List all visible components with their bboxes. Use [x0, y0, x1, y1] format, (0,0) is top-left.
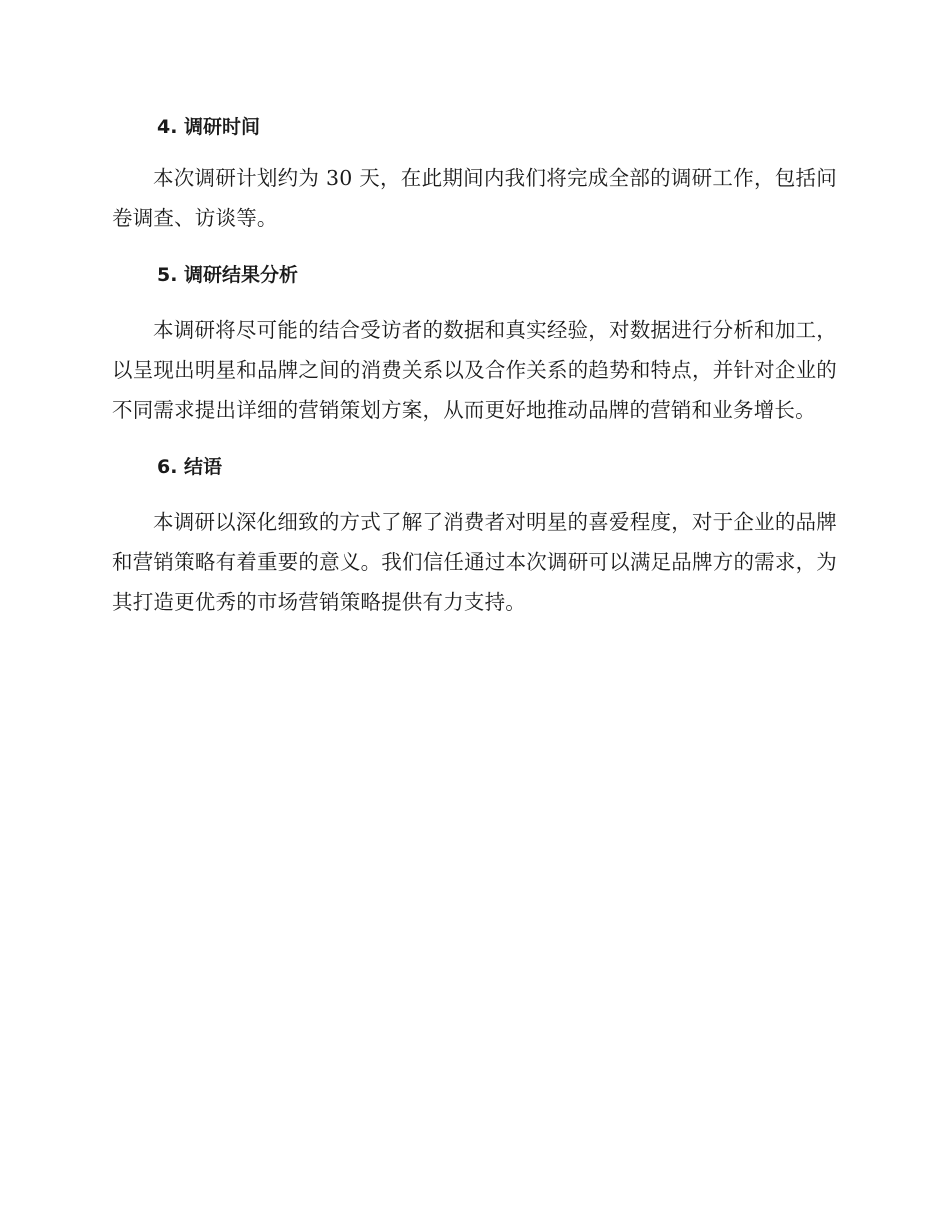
- section-paragraph: 本调研将尽可能的结合受访者的数据和真实经验，对数据进行分析和加工，以呈现出明星和品牌之间的消费关系以及合作关系的趋势和特点，并针对企业的不同需求提出详细的营销策划方案，从而更好地推动品牌的营销和业务增长。: [112, 318, 837, 422]
- document-page: [112, 110, 837, 622]
- section-heading: 4. 调研时间: [157, 116, 261, 138]
- section-result-analysis: [112, 258, 837, 430]
- section-heading: 6. 结语: [157, 456, 223, 478]
- section-research-time: [112, 110, 837, 238]
- section-heading: 5. 调研结果分析: [157, 264, 299, 286]
- section-conclusion: [112, 450, 837, 622]
- section-paragraph: 本次调研计划约为 30 天，在此期间内我们将完成全部的调研工作，包括问卷调查、访谈等。: [112, 166, 837, 230]
- section-paragraph: 本调研以深化细致的方式了解了消费者对明星的喜爱程度，对于企业的品牌和营销策略有着重要的意义。我们信任通过本次调研可以满足品牌方的需求，为其打造更优秀的市场营销策略提供有力支持。: [112, 510, 837, 614]
